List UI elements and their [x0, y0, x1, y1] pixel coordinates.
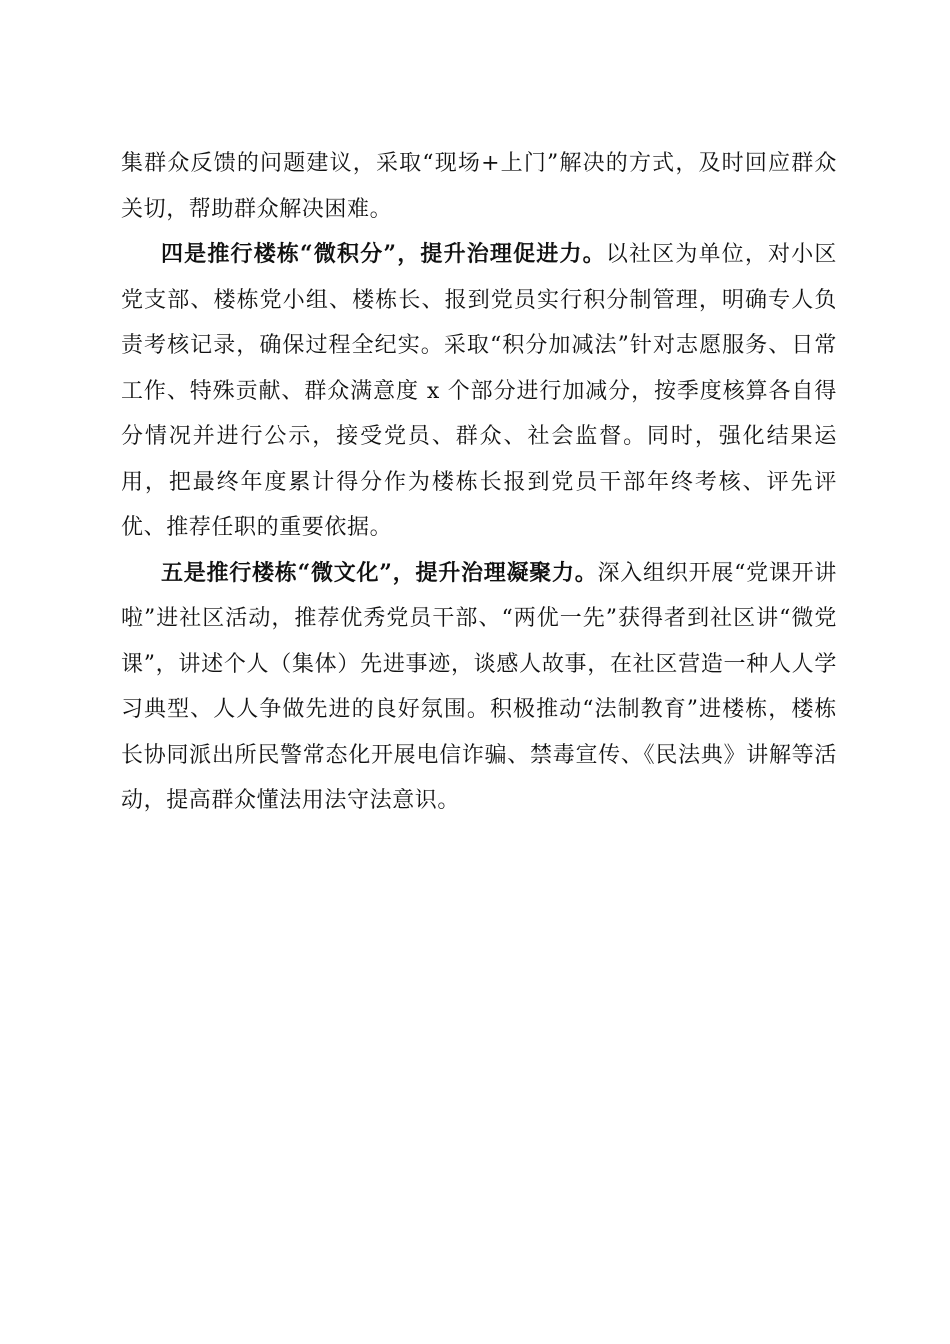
paragraph-text: 集群众反馈的问题建议，采取“现场+上门”解决的方式，及时回应群众关切，帮助群众解决困难。 — [121, 151, 837, 222]
paragraph-heading: 四是推行楼栋“微积分”，提升治理促进力。 — [161, 241, 606, 267]
paragraph-point-four — [121, 232, 837, 551]
paragraph-continuation — [121, 141, 837, 232]
paragraph-point-five — [121, 551, 837, 824]
paragraph-text: 深入组织开展“党课开讲啦”进社区活动，推荐优秀党员干部、“两优一先”获得者到社区讲“微党课”，讲述个人（集体）先进事迹，谈感人故事，在社区营造一种人人学习典型、人人争做先进的良好氛围。积极推动“法制教育”进楼栋，楼栋长协同派出所民警常态化开展电信诈骗、禁毒宣传、《民法典》讲解等活动，提高群众懂法用法守法意识。 — [121, 560, 837, 813]
paragraph-heading: 五是推行楼栋“微文化”，提升治理凝聚力。 — [161, 559, 598, 586]
document-body — [121, 141, 837, 824]
paragraph-text: 以社区为单位，对小区党支部、楼栋党小组、楼栋长、报到党员实行积分制管理，明确专人负责考核记录，确保过程全纪实。采取“积分加减法”针对志愿服务、日常工作、特殊贡献、群众满意度 x 个部分进行加减分，按季度核算各自得分情况并进行公示，接受党员、群众、社会监督。同时，强化结果运用，把最终年度累计得分作为楼栋长报到党员干部年终考核、评先评优、推荐任职的重要依据。 — [121, 242, 837, 540]
